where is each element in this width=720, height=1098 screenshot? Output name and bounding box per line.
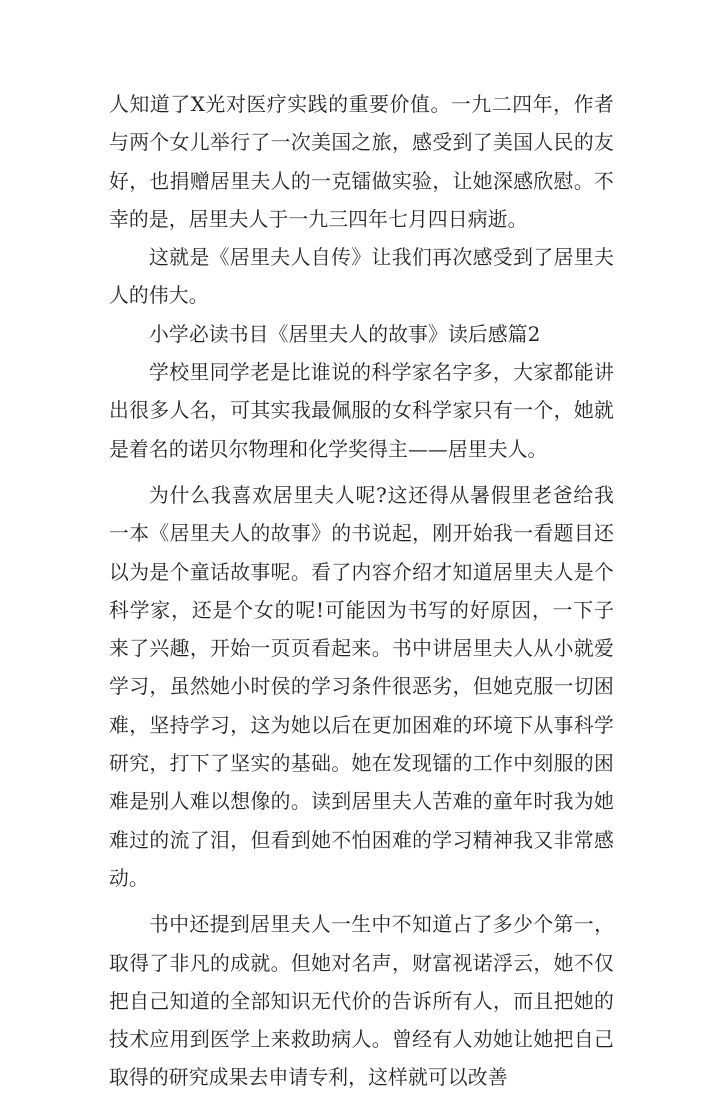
- document-page: [109, 86, 614, 1098]
- paragraph-2: 这就是《居里夫人自传》让我们再次感受到了居里夫人的伟大。: [109, 246, 614, 308]
- paragraph-3: 学校里同学老是比谁说的科学家名字多，大家都能讲出很多人名，可其实我最佩服的女科学家只有一个，她就是着名的诺贝尔物理和化学奖得主——居里夫人。: [109, 361, 614, 461]
- paragraph-5: 书中还提到居里夫人一生中不知道占了多少个第一，取得了非凡的成就。但她对名声，财富视诺浮云，她不仅把自己知道的全部知识无代价的告诉所有人，而且把她的技术应用到医学上来救助病人。曾经有人劝她让她把自己取得的研究成果去申请专利，这样就可以改善: [109, 913, 614, 1090]
- paragraph-1: 人知道了X光对医疗实践的重要价值。一九二四年，作者与两个女儿举行了一次美国之旅，感受到了美国人民的友好，也捐赠居里夫人的一克镭做实验，让她深感欣慰。不幸的是，居里夫人于一九三四年七月四日病逝。: [109, 93, 614, 231]
- paragraph-4: 为什么我喜欢居里夫人呢?这还得从暑假里老爸给我一本《居里夫人的故事》的书说起，刚开始我一看题目还以为是个童话故事呢。看了内容介绍才知道居里夫人是个科学家，还是个女的呢!可能因为书写的好原因，一下子来了兴趣，开始一页页看起来。书中讲居里夫人从小就爱学习，虽然她小时侯的学习条件很恶劣，但她克服一切困难，坚持学习，这为她以后在更加困难的环境下从事科学研究，打下了坚实的基础。她在发现镭的工作中刻服的困难是别人难以想像的。读到居里夫人苦难的童年时我为她难过的流了泪，但看到她不怕困难的学习精神我又非常感动。: [109, 483, 614, 890]
- section-title: 小学必读书目《居里夫人的故事》读后感篇2: [149, 322, 541, 346]
